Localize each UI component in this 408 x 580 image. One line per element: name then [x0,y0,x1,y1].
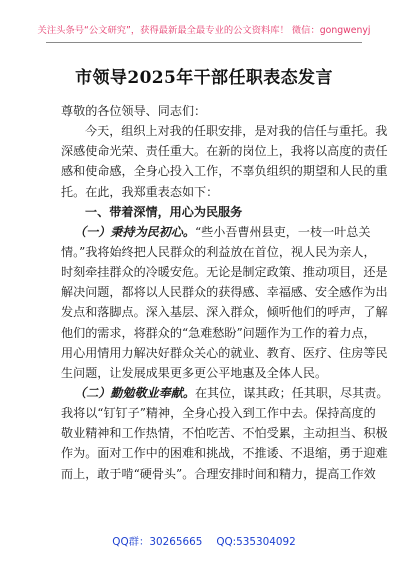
paragraph-line: 感和使命感，全身心投入工作，不辜负组织的期望和人民的重 [61,164,388,179]
paragraph-line: 敬业精神和工作热情，不怕吃苦、不怕受累，主动担当、积极 [61,426,388,441]
paragraph-line: 生问题，让发展成果更多更公平地惠及全体人民。 [61,365,328,380]
paragraph-line: 今天，组织上对我的任职安排，是对我的信任与重托。我 [85,124,388,139]
document-body [61,101,389,484]
paragraph-line: 情。”我将始终把人民群众的利益放在首位，视人民为亲人， [61,244,376,259]
subsection-lead: （二）勤勉敬业奉献。 [74,385,195,400]
contact-footer [0,533,408,548]
document-title: 市领导2025年干部任职表态发言 [75,68,333,88]
subsection-text: 在其位，谋其政；任其职，尽其责。 [194,385,389,400]
subsection-line [61,383,389,403]
qq-group: QQ群：30265665 [112,536,203,548]
paragraph-line: 而上，敢于啃“硬骨头”。合理安排时间和精力，提高工作效 [61,466,376,481]
paragraph-line: 他们的需求，将群众的“急难愁盼”问题作为工作的着力点， [61,325,376,340]
subsection-text: “些小吾曹州县吏，一枝一叶总关 [194,224,371,239]
paragraph-line: 托。在此，我郑重表态如下： [61,184,219,199]
paragraph-line: 解决问题，都将以人民群众的获得感、幸福感、安全感作为出 [61,285,388,300]
header-divider [46,42,362,43]
promo-header: 关注头条号“公文研究”，获得最新最全最专业的公文资料库！ 微信：gongwenyj [37,25,371,36]
subsection-lead: （一）秉持为民初心。 [74,224,195,239]
paragraph-line: 作为。面对工作中的困难和挑战，不推诿、不退缩，勇于迎难 [61,446,388,461]
paragraph-line: 时刻牵挂群众的冷暖安危。无论是制定政策、推动项目，还是 [61,265,388,280]
subsection-line [61,222,371,242]
paragraph-line: 深感使命光荣、责任重大。在新的岗位上，我将以高度的责任 [61,144,388,159]
qq-number: QQ:535304092 [216,536,296,548]
salutation: 尊敬的各位领导、同志们： [61,104,207,118]
paragraph-line: 发点和落脚点。深入基层、深入群众，倾听他们的呼声，了解 [61,305,388,320]
paragraph-line: 我将以“钉钉子”精神，全身心投入到工作中去。保持高度的 [61,406,376,421]
paragraph-line: 用心用情用力解决好群众关心的就业、教育、医疗、住房等民 [61,345,388,360]
section-heading: 一、带着深情，用心为民服务 [85,204,243,219]
